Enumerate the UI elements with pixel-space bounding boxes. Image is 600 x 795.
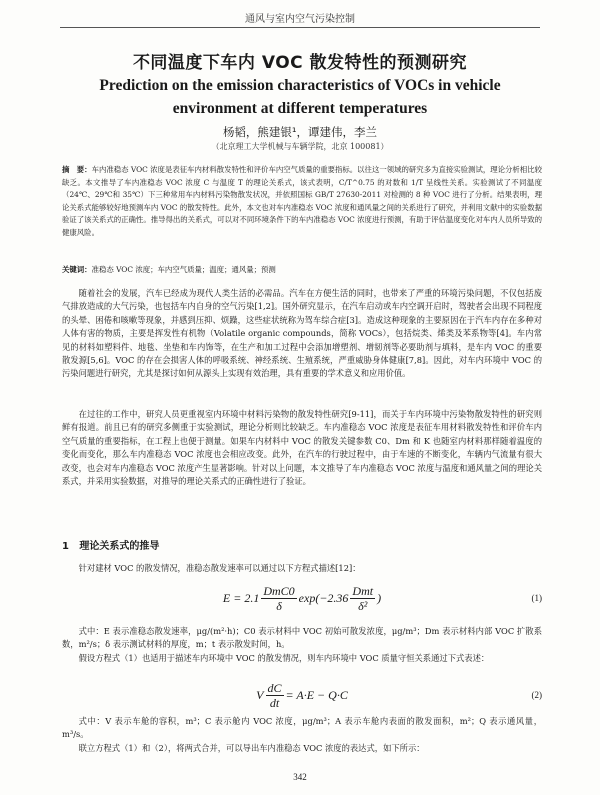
abstract-text: 车内准稳态 VOC 浓度是表征车内材料散发特性和评价车内空气质量的重要指标。以往这一领域的研究多为直接实验测试，理论分析相比较缺乏。本文推导了车内准稳态 VOC 浓度 C 与温度 T 的理论关系式，该式表明，C/T^0.75 的对数和 1/T 呈线性关系。实验测试了不同温度（24℃、29℃和 35℃）下三种常用车内材料污染物散发状况，并依照国标 GB/T 27630-2011 对检测的 8 种 VOC 进行了分析。结果表明，理论关系式能够较好地预测车内 VOC 的散发特性。此外，本文也对车内准稳态 VOC 浓度和通风量之间的关系进行了研究，并利用文献中的实验数据验证了该关系式的正确性。推导得出的关系式，可以对不同环境条件下的车内准稳态 VOC 浓度进行预测，有助于评估温度变化对车内人员所导致的健康风险。 [62,165,542,237]
equation-1 [62,578,542,618]
section-paragraph-1: 针对建材 VOC 的散发情况，准稳态散发速率可以通过以下方程式描述[12]： [78,563,361,573]
section-paragraph-3: 式中：V 表示车舱的容积，m³；C 表示舱内 VOC 浓度，μg/m³；A 表示车舱内表面的散发面积，m²；Q 表示通风量，m³/s。 [62,716,542,740]
eq2-rhs: = A·E − Q·C [285,687,348,702]
section-number: 1 [62,541,69,552]
author-list: 杨韬，熊建银¹，谭建伟，李兰 [222,125,378,139]
eq1-exp-fraction: $\frac{\text{Dmt}}{\text{δ²}}$ [352,583,374,613]
abstract-label: 摘 要： [62,165,92,174]
affiliation: （北京理工大学机械与车辆学院，北京 100081） [211,142,389,151]
equation-2 [62,676,542,714]
section-paragraph-2: 式中：E 表示准稳态散发速率，μg/(m²·h)；C0 表示材料中 VOC 初始可散发浓度，μg/m³；Dm 表示材料内部 VOC 扩散系数，m²/s；δ 表示测试材料的厚度，m；t 表示散发时间，h。 假设方程式（1）也适用于描述车内环境中 VOC 的散发情况，则车内环境中 VOC 质量守恒关系通过下式表述： [62,626,542,663]
intro-paragraph-2: 在过往的工作中，研究人员更重视室内环境中材料污染物的散发特性研究[9-11]，而关于车内环境中污染物散发特性的研究则鲜有报道。前且已有的研究多侧重于实验测试，理论分析则比较缺乏。车内准稳态 VOC 浓度是表征车用材料散发特性和评价车内空气质量的重要指标，在工程上也便于测量。如果车内材料中 VOC 的散发关键参数 C0、Dm 和 K 也随室内材料那样随着温度的变化而变化，那么车内准稳态 VOC 浓度也会相应改变。此外，在汽车的行驶过程中，由于车速的不断变化，车辆内气流量有很大改变，也会对车内准稳态 VOC 浓度产生显著影响。针对以上问题，本文推导了车内准稳态 VOC 浓度与温度和通风量之间的理论关系式，并采用实验数据，对推导的理论关系式的正确性进行了验证。 [62,409,542,487]
title-chinese: 不同温度下车内 VOC 散发特性的预测研究 [132,53,468,73]
eq2-fraction: $\frac{dC}{dt}$ [267,680,282,710]
title-english: Prediction on the emission characteristics of VOCs in vehicle environment at different temperatures [99,77,501,117]
keywords-text: 准稳态 VOC 浓度；车内空气质量；温度；通风量；预测 [91,265,276,274]
section-paragraph-4: 联立方程式（1）和（2），将两式合并，可以导出车内准稳态 VOC 浓度的表达式，如下所示： [78,743,425,753]
header-rule [60,27,540,28]
eq2-v: V [256,687,264,702]
section-heading [62,537,159,552]
eq2-number: (2) [531,690,542,700]
eq1-fraction: $\frac{\text{DmC0}}{\delta}$ [263,583,295,613]
abstract [62,164,542,239]
eq1-number: (1) [531,593,542,603]
keywords [62,264,542,276]
page-number: 342 [293,772,307,782]
eq1-close: ) [377,590,382,605]
running-head: 通风与室内空气污染控制 [245,14,355,25]
intro-paragraph-1: 随着社会的发展，汽车已经成为现代人类生活的必需品。汽车在方便生活的同时，也带来了严重的环境污染问题，不仅包括废气排放造成的大气污染，也包括车内自身的空气污染[1,2]。国外研究显示，在汽车启动或车内空调开启时，驾驶者会出现不同程度的头晕、困倦和咳嗽等现象，并感到压抑、烦躁，这些症状统称为驾车综合症[3]。造成这种现象的主要原因在于汽车内存在多种对人体有害的物质，主要是挥发性有机物（Volatile organic compounds，简称 VOCs），包括烷类、烯类及苯系物等[4]。车内常见的材料如塑料件、地毯、坐垫和车内饰等，在生产和加工过程中会添加增塑剂、增韧剂等必要助剂与填料，是车内 VOC 的重要散发源[5,6]。VOC 的存在会损害人体的呼吸系统、神经系统、生殖系统，严重威胁身体健康[7,8]。因此，对车内环境中 VOC 的污染问题进行研究，尤其是探讨如何从源头上实现有效治理，具有重要的学术意义和应用价值。 [62,288,542,379]
section-title: 理论关系式的推导 [79,541,160,552]
eq1-exp: exp(−2.36 [298,590,349,605]
eq1-lhs: E = 2.1 [222,590,260,605]
keywords-label: 关键词： [62,265,92,274]
